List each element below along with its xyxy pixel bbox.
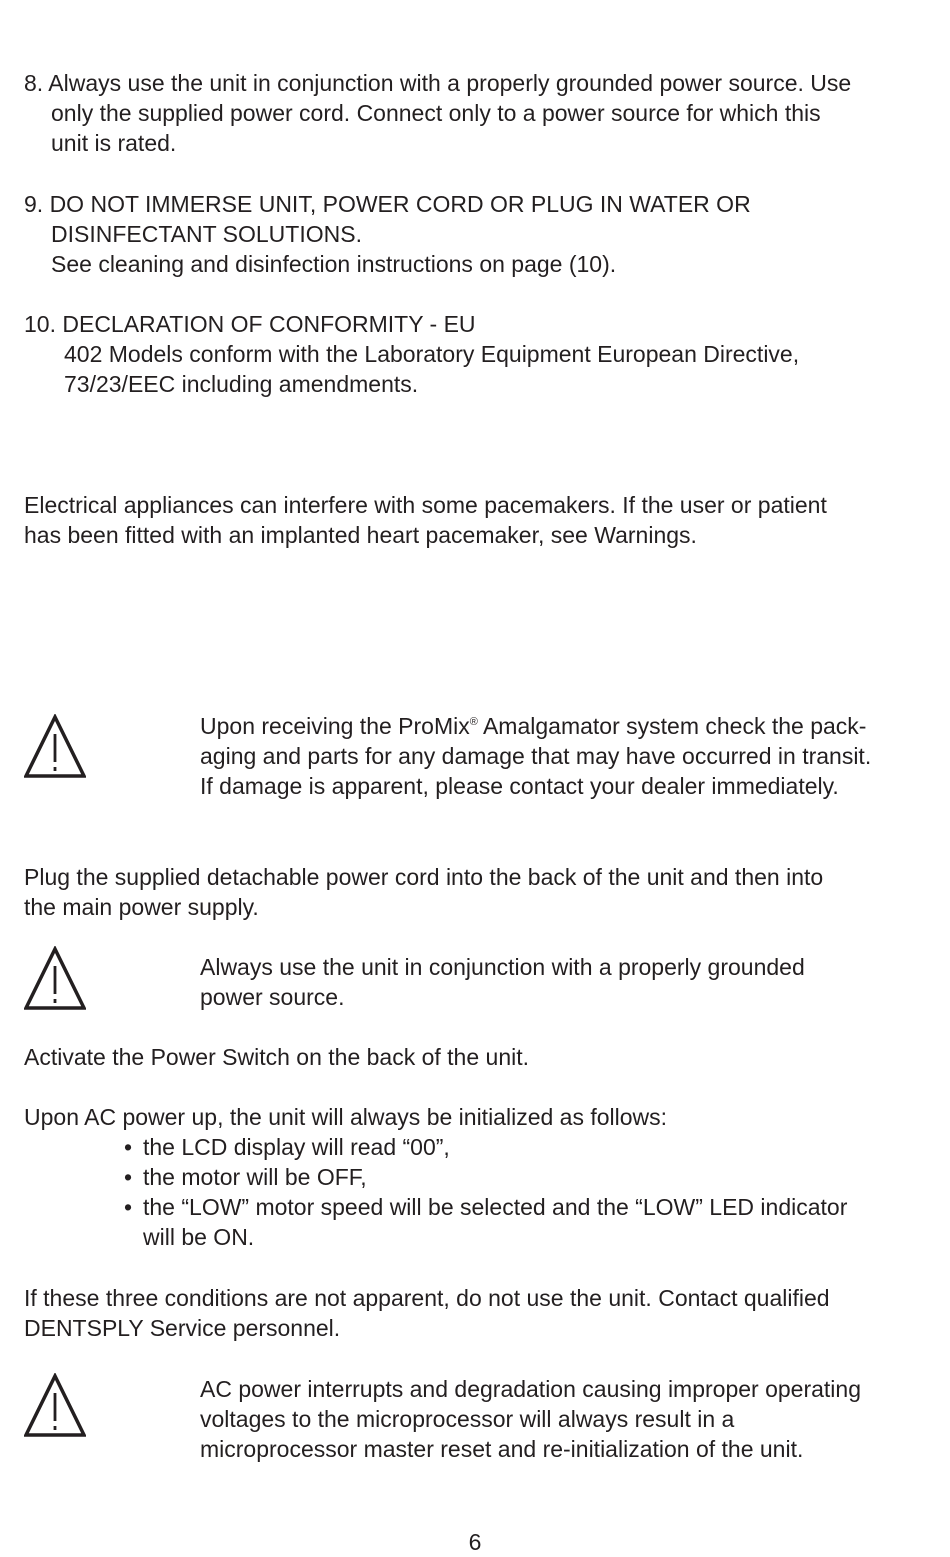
- warning-receiving-text-a: Upon receiving the ProMix: [200, 713, 470, 739]
- registered-mark: ®: [469, 716, 478, 728]
- warning-receiving-line-2: aging and parts for any damage that may have occurred in transit.: [200, 743, 872, 769]
- warning-receiving-line-1: [200, 711, 930, 741]
- pacemaker-line-2: has been fitted with an implanted heart pacemaker, see Warnings.: [24, 522, 697, 548]
- warning-grounding-line-1: Always use the unit in conjunction with a properly grounded: [200, 954, 805, 980]
- warning-receiving-line-3: If damage is apparent, please contact your dealer immediately.: [200, 773, 839, 799]
- bullet-icon: •: [124, 1194, 133, 1220]
- item-8-line-1: 8. Always use the unit in conjunction with a properly grounded power source. Use: [24, 70, 852, 96]
- warning-triangle-icon: [24, 946, 86, 1010]
- item-8-line-3: unit is rated.: [51, 130, 177, 156]
- conditions-paragraph: [24, 1283, 930, 1343]
- warning-receiving-text-b: Amalgamator system check the pack-: [477, 713, 867, 739]
- warning-triangle-icon: [24, 714, 86, 778]
- list-item: [124, 1162, 930, 1192]
- powerup-bullet-list: [124, 1132, 930, 1252]
- conditions-line-1: If these three conditions are not apparent, do not use the unit. Contact qualified: [24, 1285, 830, 1311]
- warning-ac-power: [200, 1374, 930, 1464]
- item-10-line-1: 10. DECLARATION OF CONFORMITY - EU: [24, 311, 476, 337]
- page-number: 6: [468, 1529, 482, 1555]
- warning-grounding-line-2: power source.: [200, 984, 345, 1010]
- conditions-line-2: DENTSPLY Service personnel.: [24, 1315, 341, 1341]
- item-9: [24, 189, 930, 279]
- warning-grounding: [200, 952, 930, 1012]
- bullet-text: the “LOW” motor speed will be selected and the “LOW” LED indicator: [143, 1194, 848, 1220]
- warning-receiving: [200, 711, 930, 801]
- pacemaker-line-1: Electrical appliances can interfere with some pacemakers. If the user or patient: [24, 492, 827, 518]
- warning-ac-line-1: AC power interrupts and degradation causing improper operating: [200, 1376, 862, 1402]
- item-8-line-2: only the supplied power cord. Connect only to a power source for which this: [51, 100, 821, 126]
- bullet-text: the motor will be OFF,: [143, 1164, 367, 1190]
- plug-line-2: the main power supply.: [24, 894, 259, 920]
- warning-triangle-icon: [24, 1373, 86, 1437]
- item-10-line-3: 73/23/EEC including amendments.: [64, 371, 419, 397]
- plug-paragraph: [24, 862, 930, 922]
- activate-paragraph: [24, 1042, 930, 1072]
- bullet-text: the LCD display will read “00”,: [143, 1134, 450, 1160]
- powerup-intro: [24, 1102, 930, 1132]
- bullet-text-continued: will be ON.: [143, 1224, 255, 1250]
- item-9-line-2: DISINFECTANT SOLUTIONS.: [51, 221, 362, 247]
- warning-ac-line-3: microprocessor master reset and re-initialization of the unit.: [200, 1436, 804, 1462]
- item-10-line-2: 402 Models conform with the Laboratory Equipment European Directive,: [64, 341, 800, 367]
- activate-line: Activate the Power Switch on the back of the unit.: [24, 1044, 530, 1070]
- item-9-line-1: 9. DO NOT IMMERSE UNIT, POWER CORD OR PLUG IN WATER OR: [24, 191, 751, 217]
- item-10: [24, 309, 930, 399]
- bullet-icon: •: [124, 1134, 133, 1160]
- warning-ac-line-2: voltages to the microprocessor will always result in a: [200, 1406, 735, 1432]
- item-9-line-3: See cleaning and disinfection instructions on page (10).: [51, 251, 617, 277]
- list-item: [124, 1192, 930, 1252]
- pacemaker-paragraph: [24, 490, 930, 550]
- bullet-icon: •: [124, 1164, 133, 1190]
- list-item: [124, 1132, 930, 1162]
- powerup-intro-line: Upon AC power up, the unit will always be initialized as follows:: [24, 1104, 668, 1130]
- plug-line-1: Plug the supplied detachable power cord into the back of the unit and then into: [24, 864, 824, 890]
- item-8: [24, 68, 930, 158]
